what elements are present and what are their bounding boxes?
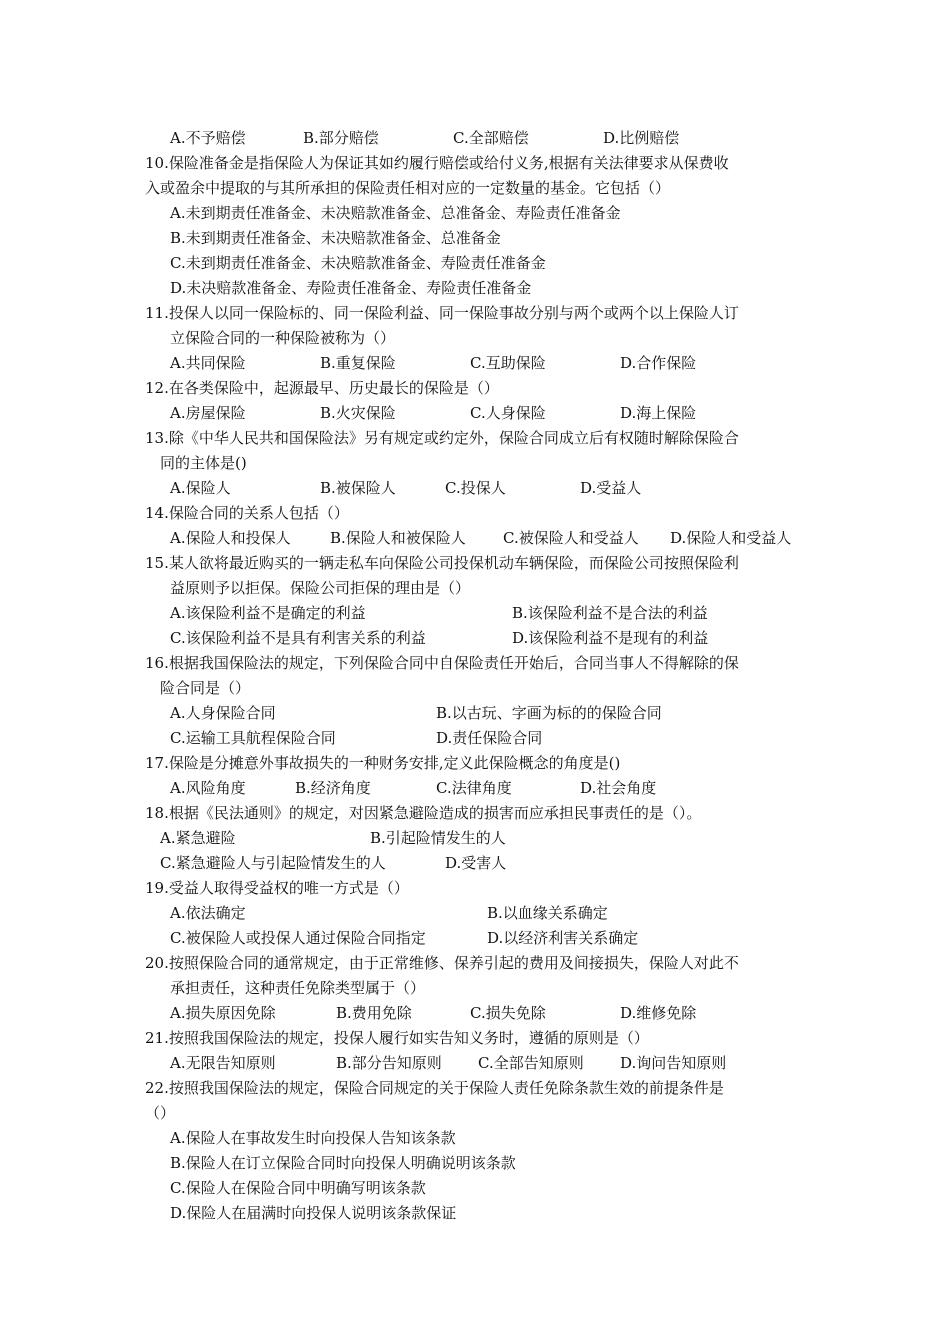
question-text-continued: （） xyxy=(145,1104,176,1122)
option-b: B.部分告知原则 xyxy=(336,1054,442,1072)
option-d: D.合作保险 xyxy=(620,354,697,372)
option-b: B.费用免除 xyxy=(336,1004,412,1022)
option-a: A.人身保险合同 xyxy=(170,704,276,722)
option-b: B.未到期责任准备金、未决赔款准备金、总准备金 xyxy=(170,229,501,247)
option-d: D.受害人 xyxy=(445,854,507,872)
option-b: B.经济角度 xyxy=(295,779,371,797)
option-c: C.互助保险 xyxy=(470,354,546,372)
option-b: B.引起险情发生的人 xyxy=(370,829,506,847)
option-b: B.该保险利益不是合法的利益 xyxy=(512,604,708,622)
question-text: 17.保险是分摊意外事故损失的一种财务安排,定义此保险概念的角度是() xyxy=(145,754,621,772)
option-b: B.保险人和被保险人 xyxy=(330,529,466,547)
question-text: 22.按照我国保险法的规定，保险合同规定的关于保险人责任免除条款生效的前提条件是 xyxy=(145,1079,724,1097)
question-text: 20.按照保险合同的通常规定，由于正常维修、保养引起的费用及间接损失，保险人对此不 xyxy=(145,954,739,972)
option-a: A.风险角度 xyxy=(170,779,246,797)
option-c: C.人身保险 xyxy=(470,404,546,422)
option-b: B.重复保险 xyxy=(320,354,396,372)
option-d: D.社会角度 xyxy=(580,779,657,797)
question-text: 14.保险合同的关系人包括（） xyxy=(145,504,349,522)
option-c: C.紧急避险人与引起险情发生的人 xyxy=(160,854,386,872)
option-d: D.受益人 xyxy=(580,479,642,497)
option-d: D.维修免除 xyxy=(620,1004,697,1022)
option-a: A.不予赔偿 xyxy=(170,129,246,147)
option-c: C.损失免除 xyxy=(470,1004,546,1022)
question-text-continued: 立保险合同的一种保险被称为（） xyxy=(170,329,396,347)
option-d: D.以经济利害关系确定 xyxy=(487,929,639,947)
option-b: B.以古玩、字画为标的的保险合同 xyxy=(436,704,662,722)
option-c: C.被保险人或投保人通过保险合同指定 xyxy=(170,929,426,947)
question-text-continued: 益原则予以拒保。保险公司拒保的理由是（） xyxy=(170,579,471,597)
question-text-continued: 同的主体是() xyxy=(160,454,247,472)
option-d: D.未决赔款准备金、寿险责任准备金、寿险责任准备金 xyxy=(170,279,532,297)
question-text-continued: 入或盈余中提取的与其所承担的保险责任相对应的一定数量的基金。它包括（） xyxy=(145,179,671,197)
option-d: D.询问告知原则 xyxy=(620,1054,727,1072)
question-text: 12.在各类保险中，起源最早、历史最长的保险是（） xyxy=(145,379,499,397)
question-text: 13.除《中华人民共和国保险法》另有规定或约定外，保险合同成立后有权随时解除保险合 xyxy=(145,429,739,447)
option-a: A.保险人 xyxy=(170,479,231,497)
option-d: D.责任保险合同 xyxy=(436,729,543,747)
option-a: A.无限告知原则 xyxy=(170,1054,276,1072)
option-a: A.未到期责任准备金、未决赔款准备金、总准备金、寿险责任准备金 xyxy=(170,204,621,222)
question-text: 16.根据我国保险法的规定，下列保险合同中自保险责任开始后，合同当事人不得解除的保 xyxy=(145,654,739,672)
option-c: C.运输工具航程保险合同 xyxy=(170,729,336,747)
option-c: C.被保险人和受益人 xyxy=(503,529,639,547)
question-text: 15.某人欲将最近购买的一辆走私车向保险公司投保机动车辆保险，而保险公司按照保险利 xyxy=(145,554,739,572)
question-text-continued: 险合同是（） xyxy=(160,679,251,697)
option-d: D.保险人在届满时向投保人说明该条款保证 xyxy=(170,1204,457,1222)
option-b: B.部分赔偿 xyxy=(303,129,379,147)
question-text: 19.受益人取得受益权的唯一方式是（） xyxy=(145,879,409,897)
option-a: A.共同保险 xyxy=(170,354,246,372)
question-text-continued: 承担责任，这种责任免除类型属于（） xyxy=(170,979,426,997)
option-c: C.该保险利益不是具有利害关系的利益 xyxy=(170,629,426,647)
option-b: B.被保险人 xyxy=(320,479,396,497)
option-c: C.投保人 xyxy=(445,479,506,497)
option-a: A.保险人在事故发生时向投保人告知该条款 xyxy=(170,1129,456,1147)
option-d: D.比例赔偿 xyxy=(603,129,680,147)
option-d: D.海上保险 xyxy=(620,404,697,422)
question-text: 18.根据《民法通则》的规定，对因紧急避险造成的损害而应承担民事责任的是（）。 xyxy=(145,804,702,822)
option-c: C.保险人在保险合同中明确写明该条款 xyxy=(170,1179,426,1197)
option-d: D.保险人和受益人 xyxy=(670,529,792,547)
option-c: C.全部告知原则 xyxy=(478,1054,584,1072)
option-a: A.房屋保险 xyxy=(170,404,246,422)
option-d: D.该保险利益不是现有的利益 xyxy=(512,629,709,647)
question-text: 11.投保人以同一保险标的、同一保险利益、同一保险事故分别与两个或两个以上保险人订 xyxy=(145,304,739,322)
option-a: A.紧急避险 xyxy=(160,829,236,847)
option-b: B.保险人在订立保险合同时向投保人明确说明该条款 xyxy=(170,1154,516,1172)
question-text: 21.按照我国保险法的规定，投保人履行如实告知义务时，遵循的原则是（） xyxy=(145,1029,649,1047)
option-c: C.未到期责任准备金、未决赔款准备金、寿险责任准备金 xyxy=(170,254,546,272)
option-b: B.火灾保险 xyxy=(320,404,396,422)
option-b: B.以血缘关系确定 xyxy=(487,904,608,922)
option-a: A.损失原因免除 xyxy=(170,1004,276,1022)
option-a: A.依法确定 xyxy=(170,904,246,922)
option-a: A.保险人和投保人 xyxy=(170,529,291,547)
question-text: 10.保险准备金是指保险人为保证其如约履行赔偿或给付义务,根据有关法律要求从保费收 xyxy=(145,154,729,172)
option-c: C.法律角度 xyxy=(436,779,512,797)
option-c: C.全部赔偿 xyxy=(453,129,529,147)
option-a: A.该保险利益不是确定的利益 xyxy=(170,604,366,622)
